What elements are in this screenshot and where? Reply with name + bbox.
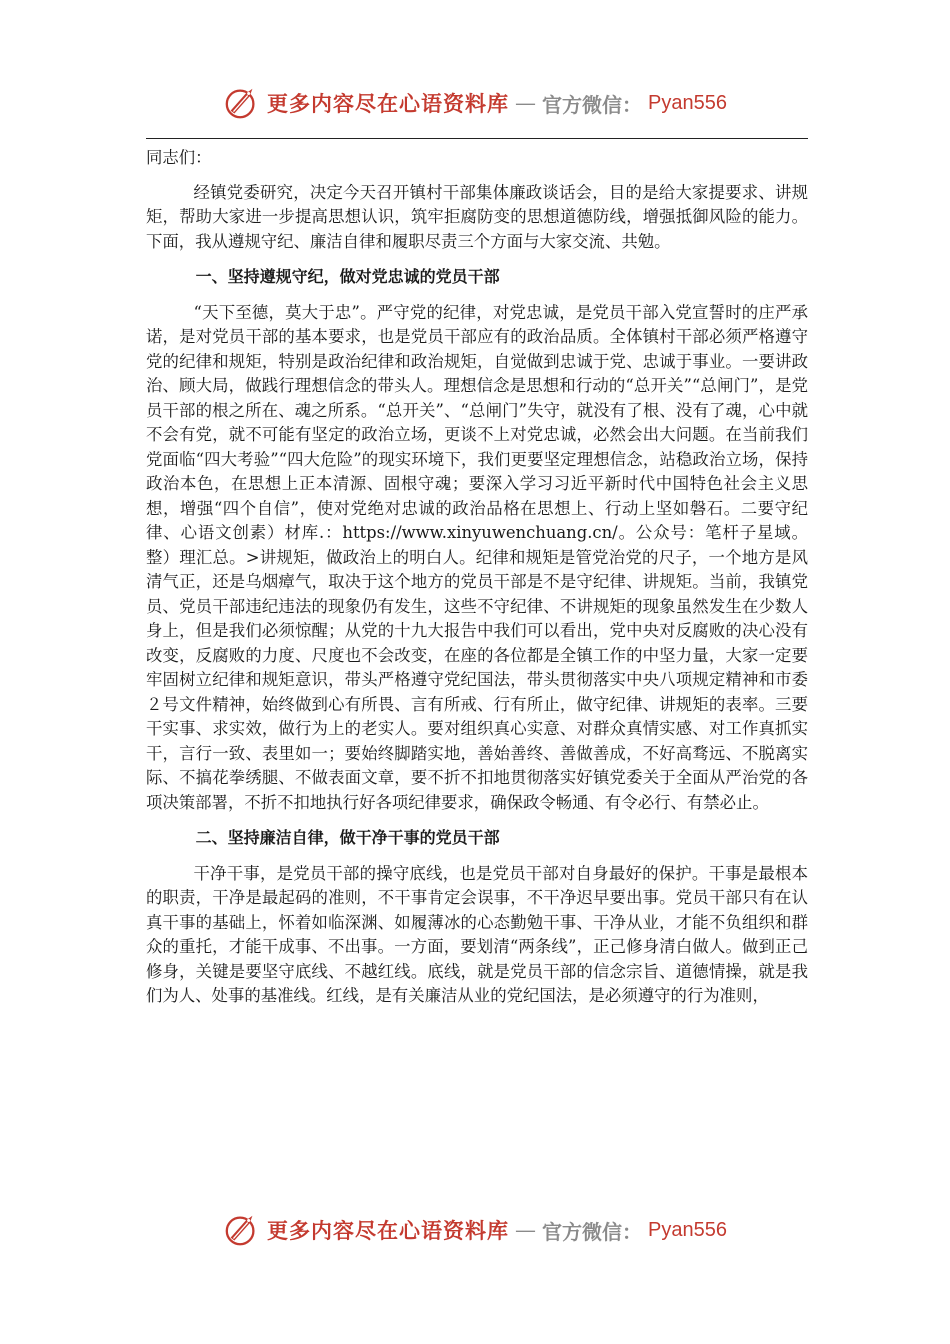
header-divider xyxy=(146,138,808,139)
salutation: 同志们： xyxy=(146,148,212,167)
banner-wechat-label: 官方微信： xyxy=(542,92,643,117)
banner-wechat-label: 官方微信： xyxy=(542,1219,643,1244)
footer-banner-content xyxy=(223,1211,727,1249)
section-2-paragraph: 干净干事，是党员干部的操守底线，也是党员干部对自身最好的保护。干事是最根本的职责，干净是最起码的准则，不干事肯定会误事，不干净迟早要出事。党员干部只有在认真干事的基础上，怀着如临深渊、如履薄冰的心态勤勉干事、干净从业，才能不负组织和群众的重托，才能干成事、不出事。一方面，要划清“两条线”，正己修身清白做人。做到正己修身，关键是要坚守底线、不越红线。底线，就是党员干部的信念宗旨、道德情操，就是我们为人、处事的基准线。红线，是有关廉洁从业的党纪国法，是必须遵守的行为准则， xyxy=(146,863,808,1005)
header-banner xyxy=(0,80,950,126)
banner-wechat-id: Pyan556 xyxy=(648,1218,727,1241)
document-body xyxy=(146,146,808,1009)
section-1-heading: 一、坚持遵规守纪，做对党忠诚的党员干部 xyxy=(195,267,500,286)
pen-nib-logo-icon xyxy=(223,84,261,122)
footer-banner xyxy=(0,1207,950,1253)
banner-slogan: 更多内容尽在心语资料库 xyxy=(267,91,510,116)
banner-separator: — xyxy=(515,1218,537,1242)
banner-separator: — xyxy=(515,91,537,115)
section-1-paragraph: “天下至德，莫大于忠”。严守党的纪律，对党忠诚，是党员干部入党宣誓时的庄严承诺，是对党员干部的基本要求，也是党员干部应有的政治品质。全体镇村干部必须严格遵守党的纪律和规矩，特别是政治纪律和政治规矩，自觉做到忠诚于党、忠诚于事业。一要讲政治、顾大局，做践行理想信念的带头人。理想信念是思想和行动的“总开关”“总闸门”，是党员干部的根之所在、魂之所系。“总开关”、“总闸门”失守，就没有了根、没有了魂，心中就不会有党，就不可能有坚定的政治立场，更谈不上对党忠诚，必然会出大问题。在当前我们党面临“四大考验”“四大危险”的现实环境下，我们更要坚定理想信念，站稳政治立场，保持政治本色，在思想上正本清源、固根守魂；要深入学习习近平新时代中国特色社会主义思想，增强“四个自信”，使对党绝对忠诚的政治品格在思想上、行动上坚如磐石。二要守纪律、心语文创素）材库.：https://www.xinyuwenchuang.cn/。公众号：笔杆子星域。整）理汇总。>讲规矩，做政治上的明白人。纪律和规矩是管党治党的尺子，一个地方是风清气正，还是乌烟瘴气，取决于这个地方的党员干部是不是守纪律、讲规矩。当前，我镇党员、党员干部违纪违法的现象仍有发生，这些不守纪律、不讲规矩的现象虽然发生在少数人身上，但是我们必须惊醒；从党的十九大报告中我们可以看出，党中央对反腐败的决心没有改变，反腐败的力度、尺度也不会改变，在座的各位都是全镇工作的中坚力量，大家一定要牢固树立纪律和规矩意识，带头严格遵守党纪国法，带头贯彻落实中央八项规定精神和市委２号文件精神，始终做到心有所畏、言有所戒、行有所止，做守纪律、讲规矩的表率。三要干实事、求实效，做行为上的老实人。要对组织真心实意、对群众真情实感、对工作真抓实干，言行一致、表里如一；要始终脚踏实地，善始善终、善做善成，不好高骛远、不脱离实际、不搞花拳绣腿、不做表面文章，要不折不扣地贯彻落实好镇党委关于全面从严治党的各项决策部署，不折不扣地执行好各项纪律要求，确保政令畅通、有令必行、有禁必止。 xyxy=(146,302,808,812)
pen-nib-logo-icon xyxy=(223,1211,261,1249)
banner-slogan: 更多内容尽在心语资料库 xyxy=(267,1218,510,1243)
header-banner-content xyxy=(223,84,727,122)
intro-paragraph: 经镇党委研究，决定今天召开镇村干部集体廉政谈话会，目的是给大家提要求、讲规矩，帮助大家进一步提高思想认识，筑牢拒腐防变的思想道德防线，增强抵御风险的能力。下面，我从遵规守纪、廉洁自律和履职尽责三个方面与大家交流、共勉。 xyxy=(146,182,808,251)
banner-wechat-id: Pyan556 xyxy=(648,91,727,114)
section-2-heading: 二、坚持廉洁自律，做干净干事的党员干部 xyxy=(195,828,500,847)
